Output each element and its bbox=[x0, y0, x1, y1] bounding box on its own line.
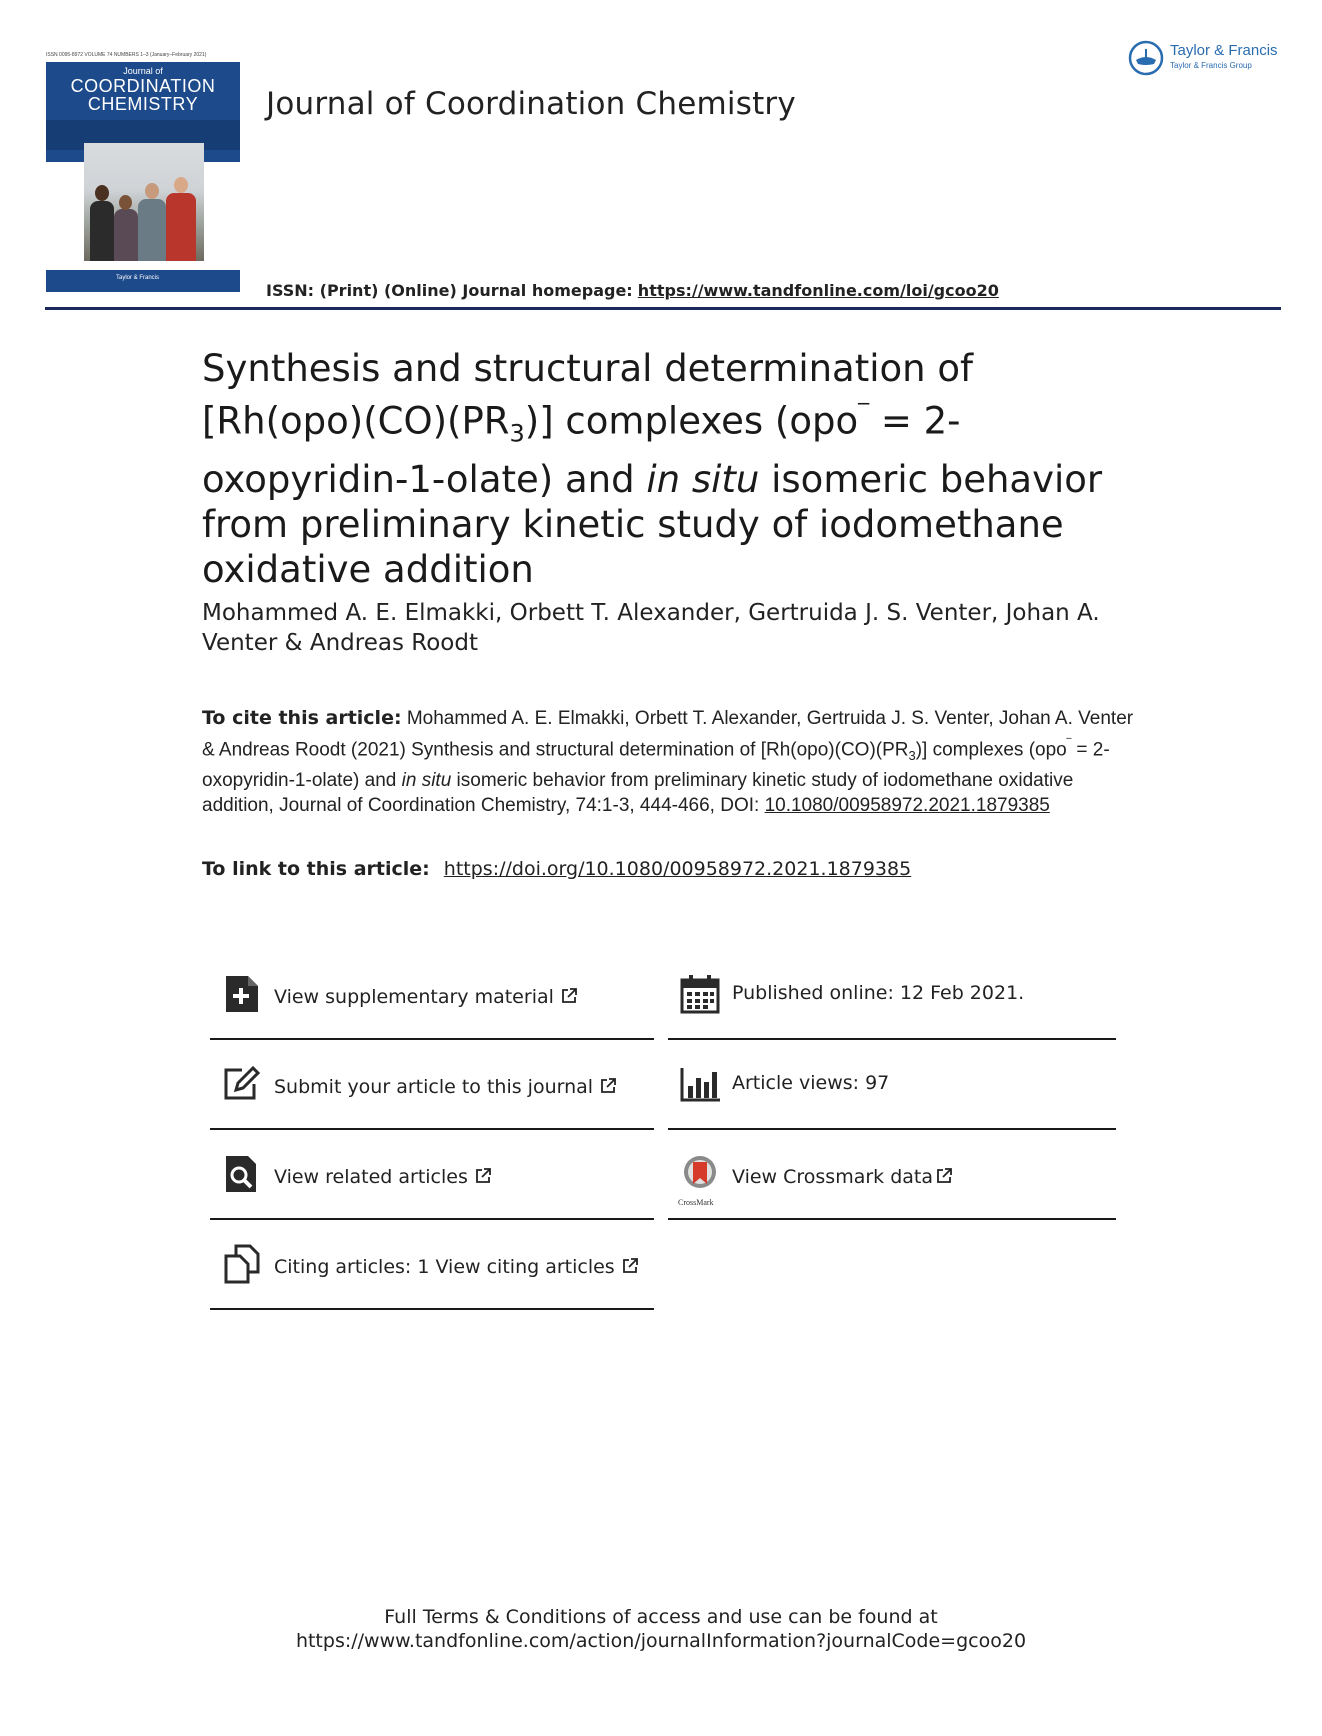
issn-label: ISSN: (Print) (Online) Journal homepage: bbox=[266, 281, 633, 300]
cover-title-line1: COORDINATION bbox=[70, 76, 216, 96]
article-link-line bbox=[202, 858, 1142, 880]
citation-block: To cite this article: Mohammed A. E. Elmakki, Orbett T. Alexander, Gertruida J. S. Venter, Johan A. Venter & Andreas Roodt (2021) Synthesis and structural determination of $[Rh(opo)(CO)(PR_3)]$ complexes (opo‾ = 2-oxopyridin-1-olate) and in situ isomeric behavior from preliminary kinetic study of iodomethane oxidative addition, Journal of Coordination Chemistry, 74:1-3, 444-466, DOI: 10.1080/00958972.2021.1879385 bbox=[202, 707, 1134, 817]
header-divider bbox=[45, 307, 1281, 310]
cite-doi-link[interactable]: 10.1080/00958972.2021.1879385 bbox=[764, 795, 1050, 817]
article-authors: Mohammed A. E. Elmakki, Orbett T. Alexander, Gertruida J. S. Venter, Johan A. Venter & Andreas Roodt bbox=[202, 600, 1100, 656]
journal-title: Journal of Coordination Chemistry bbox=[266, 86, 796, 122]
bar-chart-icon bbox=[680, 1064, 720, 1104]
crossmark-link[interactable]: CrossMark View Crossmark data bbox=[668, 1134, 1116, 1220]
copy-documents-icon bbox=[222, 1244, 262, 1284]
cover-photo bbox=[84, 143, 204, 261]
external-link-icon bbox=[474, 1167, 492, 1185]
link-label: To link to this article: bbox=[202, 858, 430, 880]
submit-article-link[interactable]: Submit your article to this journal bbox=[210, 1044, 654, 1130]
external-link-icon bbox=[599, 1077, 617, 1095]
cover-journal-of: Journal of bbox=[123, 66, 163, 76]
publisher-group: Taylor & Francis Group bbox=[1170, 61, 1252, 70]
article-title: Synthesis and structural determination of $[Rh(opo)(CO)(PR_3)]$ complexes (opo‾ = 2-oxopyridin-1-olate) and in situ isomeric behavior from preliminary kinetic study of iodomethane oxidative addition bbox=[202, 347, 1103, 591]
external-link-icon bbox=[621, 1257, 639, 1275]
journal-cover-image bbox=[46, 52, 240, 292]
calendar-icon bbox=[680, 974, 720, 1014]
terms-url[interactable]: https://www.tandfonline.com/action/journalInformation?journalCode=gcoo20 bbox=[295, 1630, 1027, 1652]
edit-icon bbox=[222, 1064, 262, 1104]
terms-and-conditions bbox=[0, 1605, 1322, 1653]
supplementary-material-link[interactable]: View supplementary material bbox=[210, 954, 654, 1040]
external-link-icon bbox=[560, 987, 578, 1005]
published-online-info: Published online: 12 Feb 2021. bbox=[668, 954, 1116, 1040]
cover-title-line2: CHEMISTRY bbox=[87, 94, 199, 114]
publisher-name: Taylor & Francis bbox=[1170, 42, 1278, 59]
journal-homepage-link[interactable]: https://www.tandfonline.com/loi/gcoo20 bbox=[637, 281, 999, 300]
citing-articles-link[interactable]: Citing articles: 1 View citing articles bbox=[210, 1224, 654, 1310]
article-views-info: Article views: 97 bbox=[668, 1044, 1116, 1130]
file-plus-icon bbox=[222, 974, 262, 1014]
cite-label: To cite this article: bbox=[202, 707, 402, 729]
cover-issn-text: ISSN 0095-8972 VOLUME 74 NUMBERS 1–3 (January–February 2021) bbox=[46, 52, 207, 58]
crossmark-logo-text: CrossMark bbox=[678, 1198, 714, 1207]
terms-line1: Full Terms & Conditions of access and use can be found at bbox=[384, 1606, 938, 1628]
crossmark-icon bbox=[680, 1154, 720, 1198]
search-document-icon bbox=[222, 1154, 262, 1194]
issn-homepage-line bbox=[266, 281, 999, 300]
cover-publisher-text: Taylor & Francis bbox=[116, 275, 160, 281]
article-doi-link[interactable]: https://doi.org/10.1080/00958972.2021.1879385 bbox=[443, 858, 912, 880]
external-link-icon bbox=[935, 1167, 953, 1185]
related-articles-link[interactable]: View related articles bbox=[210, 1134, 654, 1220]
